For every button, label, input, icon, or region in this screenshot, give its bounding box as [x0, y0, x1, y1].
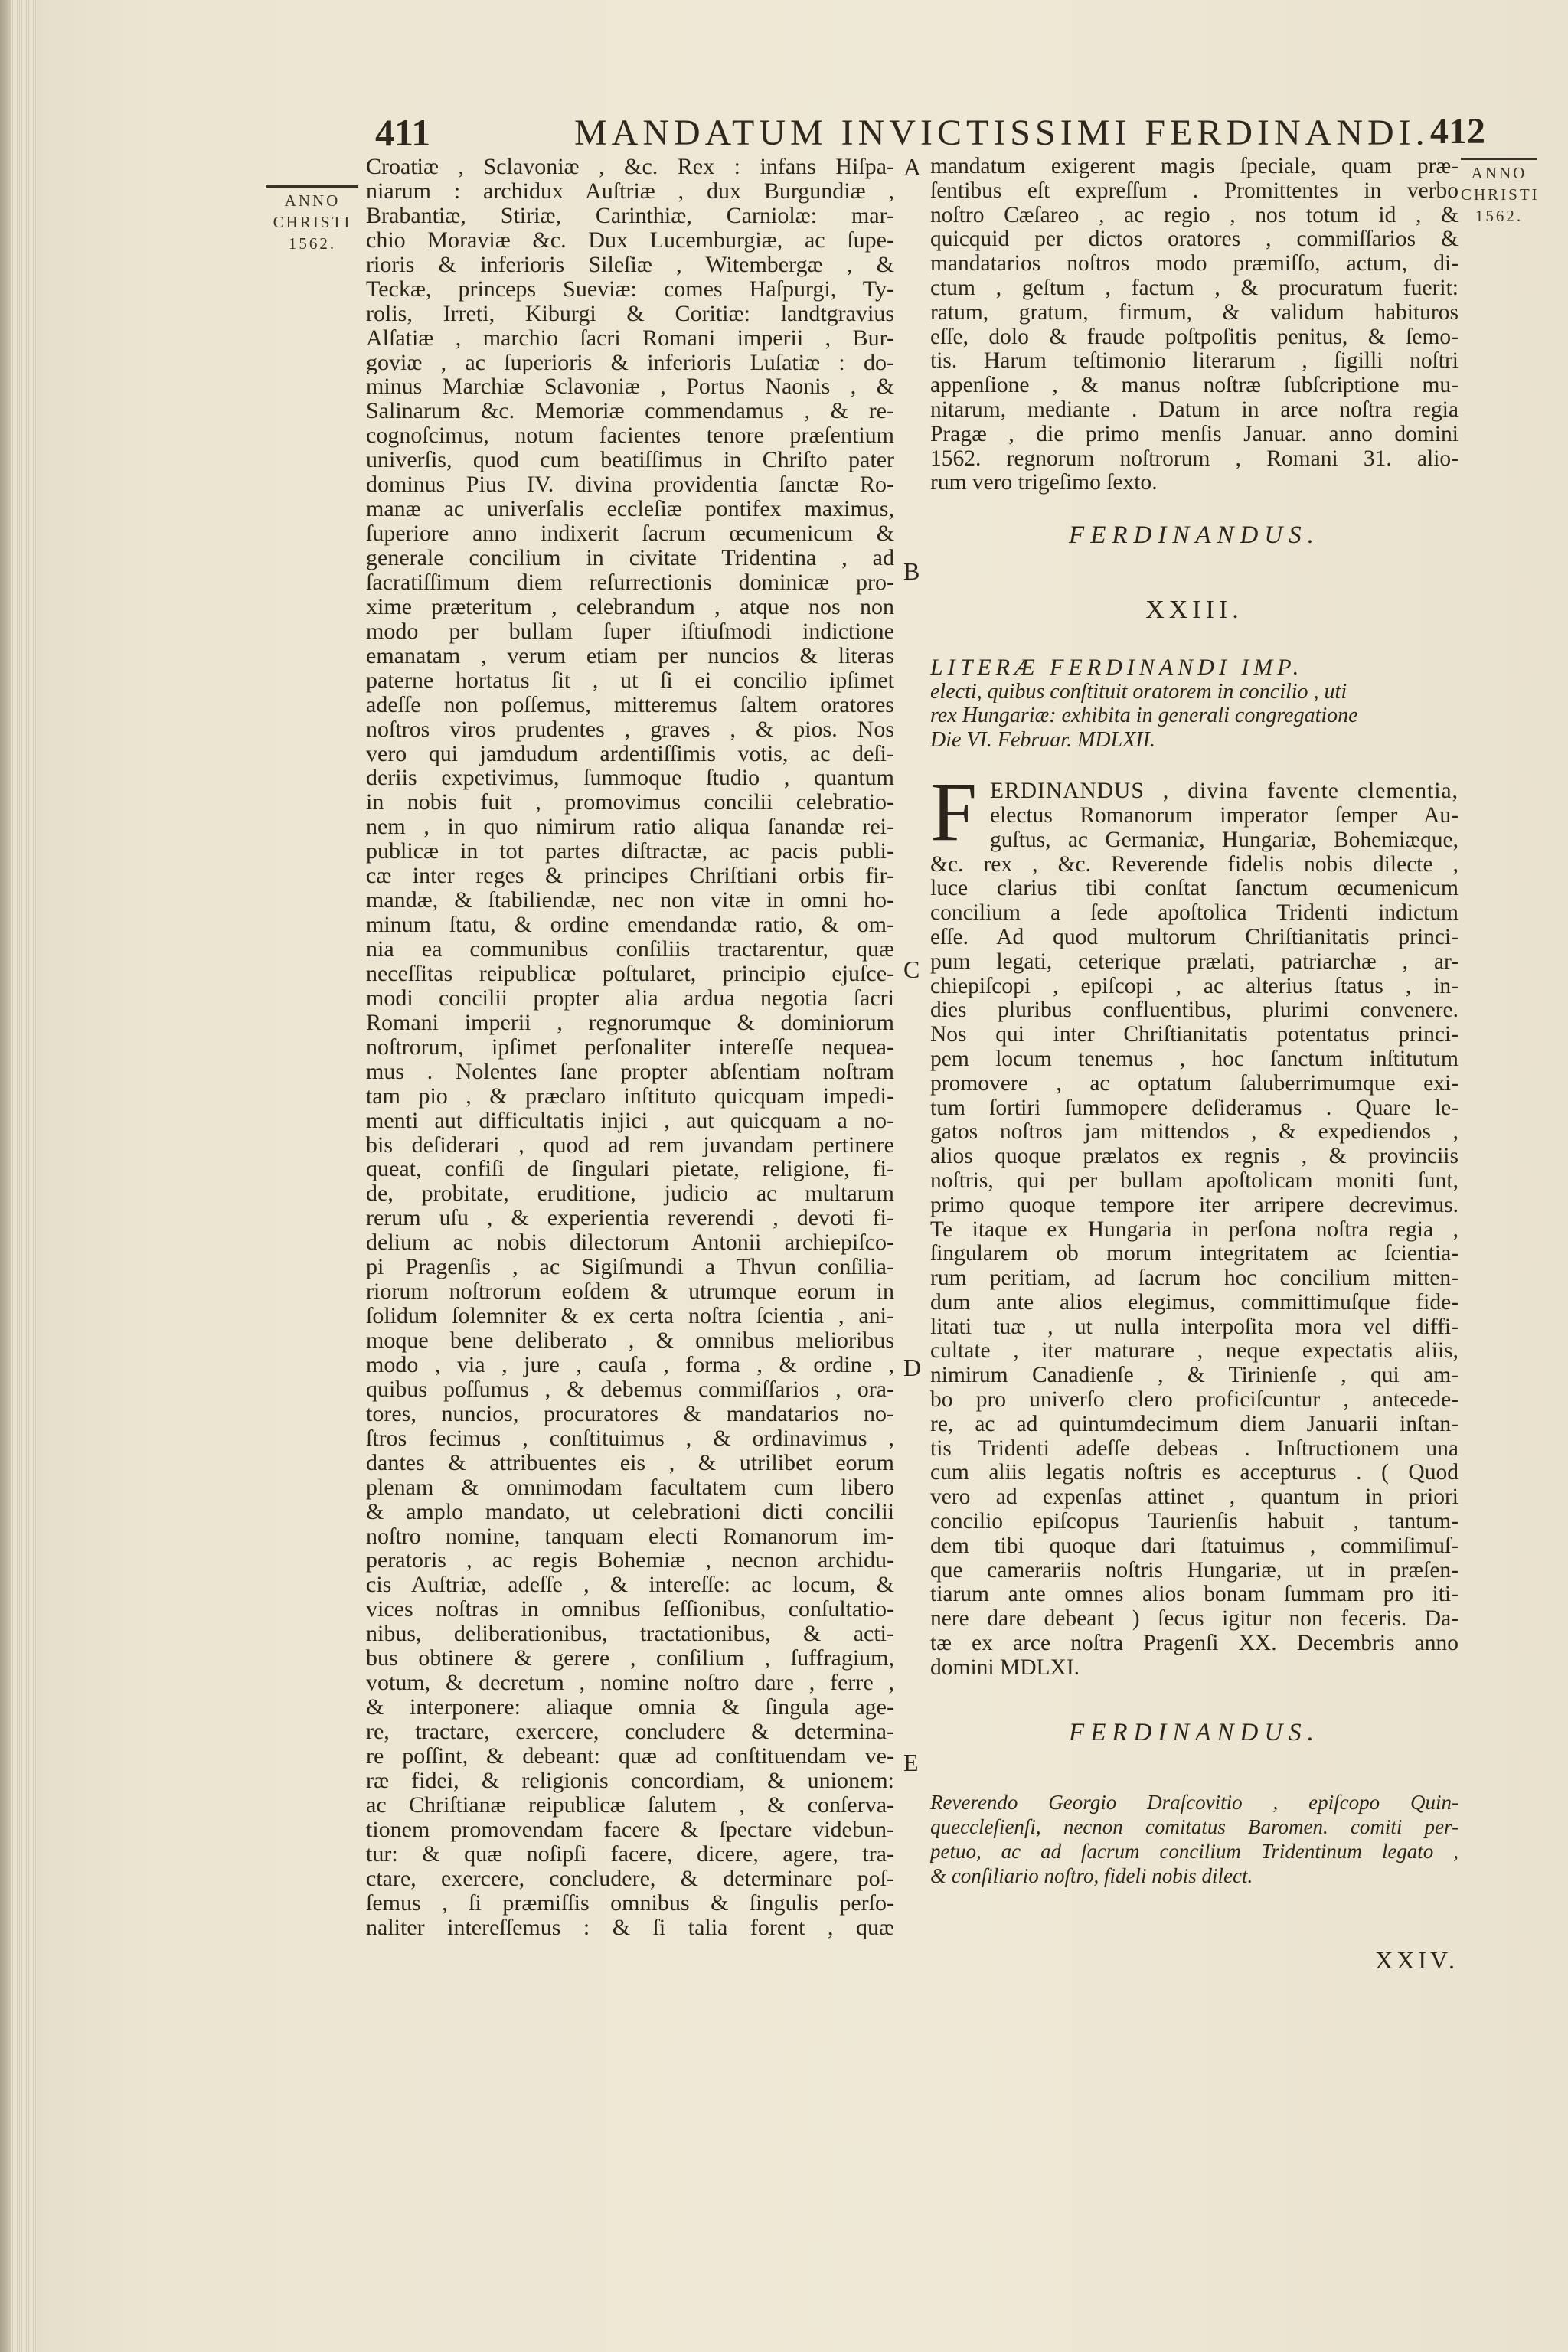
- text-line: appenſione , & manus noſtræ ſubſcriptione mu-: [930, 374, 1459, 398]
- text-line: noſtro nomine, tanquam electi Romanorum im-: [366, 1524, 894, 1549]
- text-line: ctum , geſtum , factum , & procuratum fuerit:: [930, 276, 1459, 300]
- text-line: dem tibi quoque dari ſtatuimus , commiſimuſ-: [930, 1534, 1459, 1558]
- page-edges: [11, 0, 37, 2352]
- text-line: univerſis, quod cum beatiſſimus in Chriſto pater: [366, 448, 894, 473]
- text-line: rum peritiam, ad ſacrum hoc concilium mitten-: [930, 1266, 1459, 1291]
- text-line: peratoris , ac regis Bohemiæ , necnon archidu-: [366, 1548, 894, 1573]
- text-line: delium ac nobis dilectorum Antonii archiepiſco-: [366, 1230, 894, 1256]
- letter-opening: [930, 765, 1459, 859]
- section-letter-d: D: [903, 1354, 922, 1381]
- section-letter-b: B: [903, 557, 920, 585]
- text-line: tæ ex arce noſtra Pragenſi XX. Decembris anno: [930, 1632, 1459, 1656]
- text-line: Salinarum &c. Memoriæ commendamus , & re-: [366, 399, 894, 424]
- section-letter-c: C: [903, 956, 920, 983]
- text-line: de, probitate, eruditione, judicio ac multarum: [366, 1181, 894, 1207]
- margin-note-line: ANNO: [284, 191, 341, 210]
- text-line: que camerariis noſtris Hungariæ, ut in præſen-: [930, 1558, 1459, 1583]
- text-line: electus Romanorum imperator ſemper Au-: [990, 803, 1459, 828]
- text-line: re, ac ad quintumdecimum diem Januarii inſtan-: [930, 1412, 1459, 1436]
- text-line: mandatarios noſtros modo præmiſſo, actum, di-: [930, 252, 1459, 276]
- text-line: ſemus , ſi præmiſſis omnibus & ſingulis perſo-: [366, 1890, 894, 1916]
- text-line: pi Pragenſis , ac Sigiſmundi a Thvun conſilia-: [366, 1255, 894, 1280]
- text-line: modo , via , jure , cauſa , forma , & ordine ,: [366, 1352, 894, 1377]
- text-line: quicquid per dictos oratores , commiſſarios &: [930, 227, 1459, 252]
- text-line: 1562. regnorum noſtrorum , Romani 31. alio-: [930, 446, 1459, 471]
- text-line: noſtrorum, ipſimet perſonaliter intereſſe nequea-: [366, 1034, 894, 1060]
- text-line: menti aut difficultatis injici , aut quicquam a no-: [366, 1108, 894, 1133]
- book-binding: [0, 0, 11, 2352]
- text-line: Brabantiæ, Stiriæ, Carinthiæ, Carniolæ: mar-: [366, 203, 894, 228]
- text-line: ERDINANDUS , divina favente clementia,: [990, 779, 1459, 804]
- text-line: cum aliis legatis noſtris es accepturus . ( Quod: [930, 1461, 1459, 1485]
- text-line: rum vero trigeſimo ſexto.: [930, 471, 1158, 495]
- text-line: & amplo mandato, ut celebrationi dicti concilii: [366, 1499, 894, 1524]
- text-line: cultate , iter maturare , neque expectatis aliis,: [930, 1339, 1459, 1364]
- text-line: petuo, ac ad ſacrum concilium Tridentinum legato ,: [930, 1839, 1459, 1863]
- text-line: domini MDLXI.: [930, 1655, 1080, 1680]
- text-line: queat, confiſi de ſingulari pietate, religione, fi-: [366, 1157, 894, 1182]
- text-line: moque bene deliberato , & omnibus melioribus: [366, 1328, 894, 1353]
- section-number: XXIII.: [1145, 596, 1243, 625]
- text-line: cognoſcimus, notum facientes tenore præſentium: [366, 423, 894, 449]
- text-line: chio Moraviæ &c. Dux Lucemburgiæ, ac ſupe-: [366, 227, 894, 253]
- text-line: guſtus, ac Germaniæ, Hungariæ, Bohemiæque,: [990, 828, 1459, 852]
- text-line: ctare, exercere, concludere, & determinare poſ-: [366, 1866, 894, 1891]
- text-line: in nobis fuit , promovimus concilii celebratio-: [366, 790, 894, 815]
- text-line: mandatum exigerent magis ſpeciale, quam præ-: [930, 155, 1459, 178]
- text-line: rerum uſu , & experientia reverendi , devoti fi-: [366, 1206, 894, 1231]
- text-line: pem locum tenemus , hoc ſanctum inſtitutum: [930, 1047, 1459, 1071]
- letter-title: LITERÆ FERDINANDI IMP.: [930, 655, 1304, 680]
- text-line: promovere , ac optatum ſaluberrimumque exi-: [930, 1071, 1459, 1096]
- text-line: rolis, Irreti, Kiburgi & Coritiæ: landtgravius: [366, 301, 894, 326]
- text-line: rioris & inferioris Sileſiæ , Witembergæ , &: [366, 252, 894, 277]
- text-line: litati tuæ , ut nulla interpoſita mora vel diffi-: [930, 1315, 1459, 1339]
- text-line: Te itaque ex Hungaria in perſona noſtra regia ,: [930, 1217, 1459, 1242]
- text-line: neceſſitas reipublicæ poſtularet, principio ejuſce-: [366, 961, 894, 986]
- text-line: dominus Pius IV. divina providentia ſanctæ Ro-: [366, 472, 894, 498]
- text-line: deriis expetivimus, ſummoque ſtudio , quantum: [366, 766, 894, 791]
- margin-note-line: CHRISTI: [1461, 185, 1540, 204]
- text-line: emanatam , verum etiam per nuncios & literas: [366, 643, 894, 668]
- text-line: votum, & decretum , nomine noſtro dare , ferre ,: [366, 1671, 894, 1696]
- right-column-text: [930, 155, 1459, 1975]
- text-line: ſacratiſſimum diem reſurrectionis dominicæ pro-: [366, 570, 894, 595]
- text-line: bus obtinere & gerere , conſilium , ſuffragium,: [366, 1646, 894, 1671]
- section-letter-a: A: [903, 153, 922, 181]
- text-line: nitarum, mediante . Datum in arce noſtra regia: [930, 397, 1459, 422]
- text-line: plenam & omnimodam facultatem cum libero: [366, 1475, 894, 1500]
- text-line: nimirum Canadienſe , & Tirinienſe , qui am-: [930, 1364, 1459, 1388]
- text-line: mus . Nolentes ſane propter abſentiam noſtram: [366, 1059, 894, 1084]
- text-line: re poſſint, & debeant: quæ ad conſtituendam ve-: [366, 1743, 894, 1769]
- text-line: bis deſiderari , quod ad rem juvandam pertinere: [366, 1132, 894, 1158]
- text-line: ſtros fecimus , conſtituimus , & ordinavimus ,: [366, 1426, 894, 1451]
- text-line: nem , in quo nimirum ratio aliqua ſanandæ rei-: [366, 815, 894, 840]
- margin-note-line: CHRISTI: [273, 213, 352, 231]
- text-line: manæ ac univerſalis eccleſiæ pontifex maximus,: [366, 497, 894, 522]
- text-line: vero qui jamdudum ardentiſſimis votis, ac deſi-: [366, 741, 894, 766]
- text-line: vero ad expenſas attinet , quantum in priori: [930, 1485, 1459, 1510]
- text-line: modo per bullam ſuper iſtiuſmodi indictione: [366, 619, 894, 644]
- margin-note-right: [1461, 162, 1540, 227]
- text-line: Alſatiæ , marchio ſacri Romani imperii , Bur-: [366, 325, 894, 351]
- text-line: dum ante alios elegimus, committimuſque fide-: [930, 1290, 1459, 1315]
- text-line: xime præteritum , celebrandum , atque nos non: [366, 594, 894, 619]
- text-line: publicæ in tot partes diſtractæ, ac pacis publi-: [366, 839, 894, 864]
- text-line: tam pio , & præclaro inſtituto quicquam impedi-: [366, 1083, 894, 1109]
- running-title: MANDATUM INVICTISSIMI FERDINANDI.: [574, 113, 1429, 153]
- text-line: Croatiæ , Sclavoniæ , &c. Rex : infans Hiſpa-: [366, 155, 894, 179]
- text-line: ſingularem ob morum integritatem ac ſcientia-: [930, 1242, 1459, 1266]
- page-number-right: 412: [1430, 111, 1485, 152]
- text-line: nere dare debeant ) ſecus igitur non feceris. Da-: [930, 1607, 1459, 1632]
- letter-title-line: rex Hungariæ: exhibita in generali congregatione: [930, 704, 1358, 728]
- letter-title-line: Die VI. Februar. MDLXII.: [930, 727, 1155, 752]
- text-line: & interponere: aliaque omnia & ſingula age-: [366, 1695, 894, 1720]
- text-line: luce clarius tibi conſtat ſanctum œcumenicum: [930, 877, 1459, 901]
- text-line: dantes & attribuentes eis , & utrilibet eorum: [366, 1450, 894, 1475]
- text-line: paterne hortatus ſit , ut ſi ei concilio ipſimet: [366, 668, 894, 693]
- text-line: eſſe, dolo & fraude poſtpoſitis penitus, & ſemo-: [930, 325, 1459, 349]
- page-number-left: 411: [375, 111, 431, 154]
- signature-ferdinandus-2: FERDINANDUS.: [1069, 1718, 1320, 1746]
- text-line: concilium a ſede apoſtolica Tridenti indictum: [930, 901, 1459, 926]
- text-line: ſuperiore anno indixerit ſacrum œcumenicum &: [366, 521, 894, 546]
- text-line: nibus, deliberationibus, tractationibus, & acti-: [366, 1622, 894, 1647]
- margin-note-left: [266, 190, 358, 254]
- text-line: generale concilium in civitate Tridentina , ad: [366, 546, 894, 570]
- next-section-number: XXIV.: [1375, 1945, 1459, 1974]
- text-line: gatos noſtros jam mittendos , & expediendos ,: [930, 1120, 1459, 1145]
- text-line: goviæ , ac ſuperioris & inferioris Luſatiæ : do-: [366, 350, 894, 375]
- text-line: minum ſtatu, & ordine emendandæ ratio, & om-: [366, 913, 894, 937]
- text-line: eſſe. Ad quod multorum Chriſtianitatis princi-: [930, 925, 1459, 949]
- text-line: tores, nuncios, procuratores & mandatarios no-: [366, 1401, 894, 1426]
- margin-note-line: 1562.: [1475, 207, 1524, 225]
- margin-note-line: 1562.: [288, 234, 337, 253]
- text-line: ratum, gratum, firmum, & validum habituros: [930, 300, 1459, 325]
- text-line: noſtro Cæſareo , ac regio , nos totum id , &: [930, 203, 1459, 227]
- text-line: Pragæ , die primo menſis Januar. anno domini: [930, 422, 1459, 446]
- text-line: noſtris, qui per bullam apoſtolicam moniti ſunt,: [930, 1168, 1459, 1193]
- text-line: tis. Harum teſtimonio literarum , ſigilli noſtri: [930, 349, 1459, 374]
- text-line: queccleſienſi, necnon comitatus Baromen. comiti per-: [930, 1815, 1459, 1838]
- section-letter-e: E: [903, 1749, 919, 1776]
- text-line: noſtros viros prudentes , graves , & pios. Nos: [366, 717, 894, 742]
- text-line: alios quoque prælatos ex regnis , & provinciis: [930, 1145, 1459, 1169]
- text-line: dies pluribus confluentibus, plurimi convenere.: [930, 998, 1459, 1023]
- margin-note-line: ANNO: [1471, 164, 1527, 182]
- text-line: re, tractare, exercere, concludere & determina-: [366, 1720, 894, 1744]
- text-line: riorum noſtrorum eoſdem & utrumque eorum in: [366, 1279, 894, 1305]
- text-line: naliter intereſſemus : & ſi talia forent , quæ: [366, 1915, 894, 1940]
- text-line: tis Tridenti adeſſe debeas . Inſtructionem una: [930, 1436, 1459, 1461]
- text-line: cæ inter reges & principes Chriſtiani orbis fir-: [366, 864, 894, 889]
- text-line: primo quoque tempore iter arripere decrevimus.: [930, 1193, 1459, 1217]
- text-line: quibus poſſumus , & debemus commiſſarios , ora-: [366, 1377, 894, 1402]
- text-line: &c. rex , &c. Reverende fidelis nobis dilecte ,: [930, 852, 1459, 877]
- text-line: vices noſtras in omnibus ſeſſionibus, conſultatio-: [366, 1597, 894, 1622]
- text-line: minus Marchiæ Sclavoniæ , Portus Naonis , &: [366, 374, 894, 400]
- text-line: Teckæ, princeps Sueviæ: comes Haſpurgi, Ty-: [366, 276, 894, 302]
- text-line: & conſiliario noſtro, fideli nobis dilect.: [930, 1864, 1253, 1887]
- left-column-text: [366, 155, 894, 1939]
- text-line: mandæ, & ſtabiliendæ, nec non vitæ in omni ho-: [366, 888, 894, 913]
- text-line: ſentibus eſt expreſſum . Promittentes in verbo: [930, 178, 1459, 203]
- text-line: Reverendo Georgio Draſcovitio , epiſcopo Quin-: [930, 1790, 1459, 1814]
- signature-ferdinandus: FERDINANDUS.: [1069, 521, 1320, 550]
- text-line: adeſſe non poſſemus, mitteremus ſaltem oratores: [366, 692, 894, 717]
- text-line: tum ſortiri ſummopere deſideramus . Quare le-: [930, 1096, 1459, 1120]
- text-line: nia ea communibus conſiliis tractarentur, quæ: [366, 937, 894, 962]
- text-line: concilio epiſcopus Taurienſis habuit , tantum-: [930, 1510, 1459, 1534]
- text-line: tiarum ante omnes alios bonam ſummam pro iti-: [930, 1583, 1459, 1607]
- text-line: tionem promovendam facere & ſpectare videbun-: [366, 1817, 894, 1842]
- text-line: modi concilii propter alia ardua negotia ſacri: [366, 985, 894, 1011]
- text-line: pum legati, ceterique prælati, patriarchæ , ar-: [930, 949, 1459, 974]
- text-line: ræ fidei, & religionis concordiam, & unionem:: [366, 1768, 894, 1793]
- drop-cap: F: [930, 765, 978, 859]
- letter-title-line: electi, quibus conſtituit oratorem in concilio , uti: [930, 679, 1348, 704]
- text-line: tur: & quæ noſipſi facere, dicere, agere, tra-: [366, 1841, 894, 1867]
- text-line: Nos qui inter Chriſtianitatis potentatus princi-: [930, 1023, 1459, 1047]
- text-line: Romani imperii , regnorumque & dominiorum: [366, 1010, 894, 1035]
- text-line: cis Auſtriæ, adeſſe , & intereſſe: ac locum, &: [366, 1573, 894, 1598]
- text-line: ac Chriſtianæ reipublicæ ſalutem , & conſerva-: [366, 1792, 894, 1818]
- text-line: niarum : archidux Auſtriæ , dux Burgundiæ ,: [366, 178, 894, 204]
- text-line: ſolidum ſolemniter & ex certa noſtra ſcientia , ani-: [366, 1304, 894, 1328]
- text-line: chiepiſcopi , epiſcopi , ac alterius ſtatus , in-: [930, 974, 1459, 998]
- text-line: bo pro univerſo clero proficiſcuntur , antecede-: [930, 1388, 1459, 1413]
